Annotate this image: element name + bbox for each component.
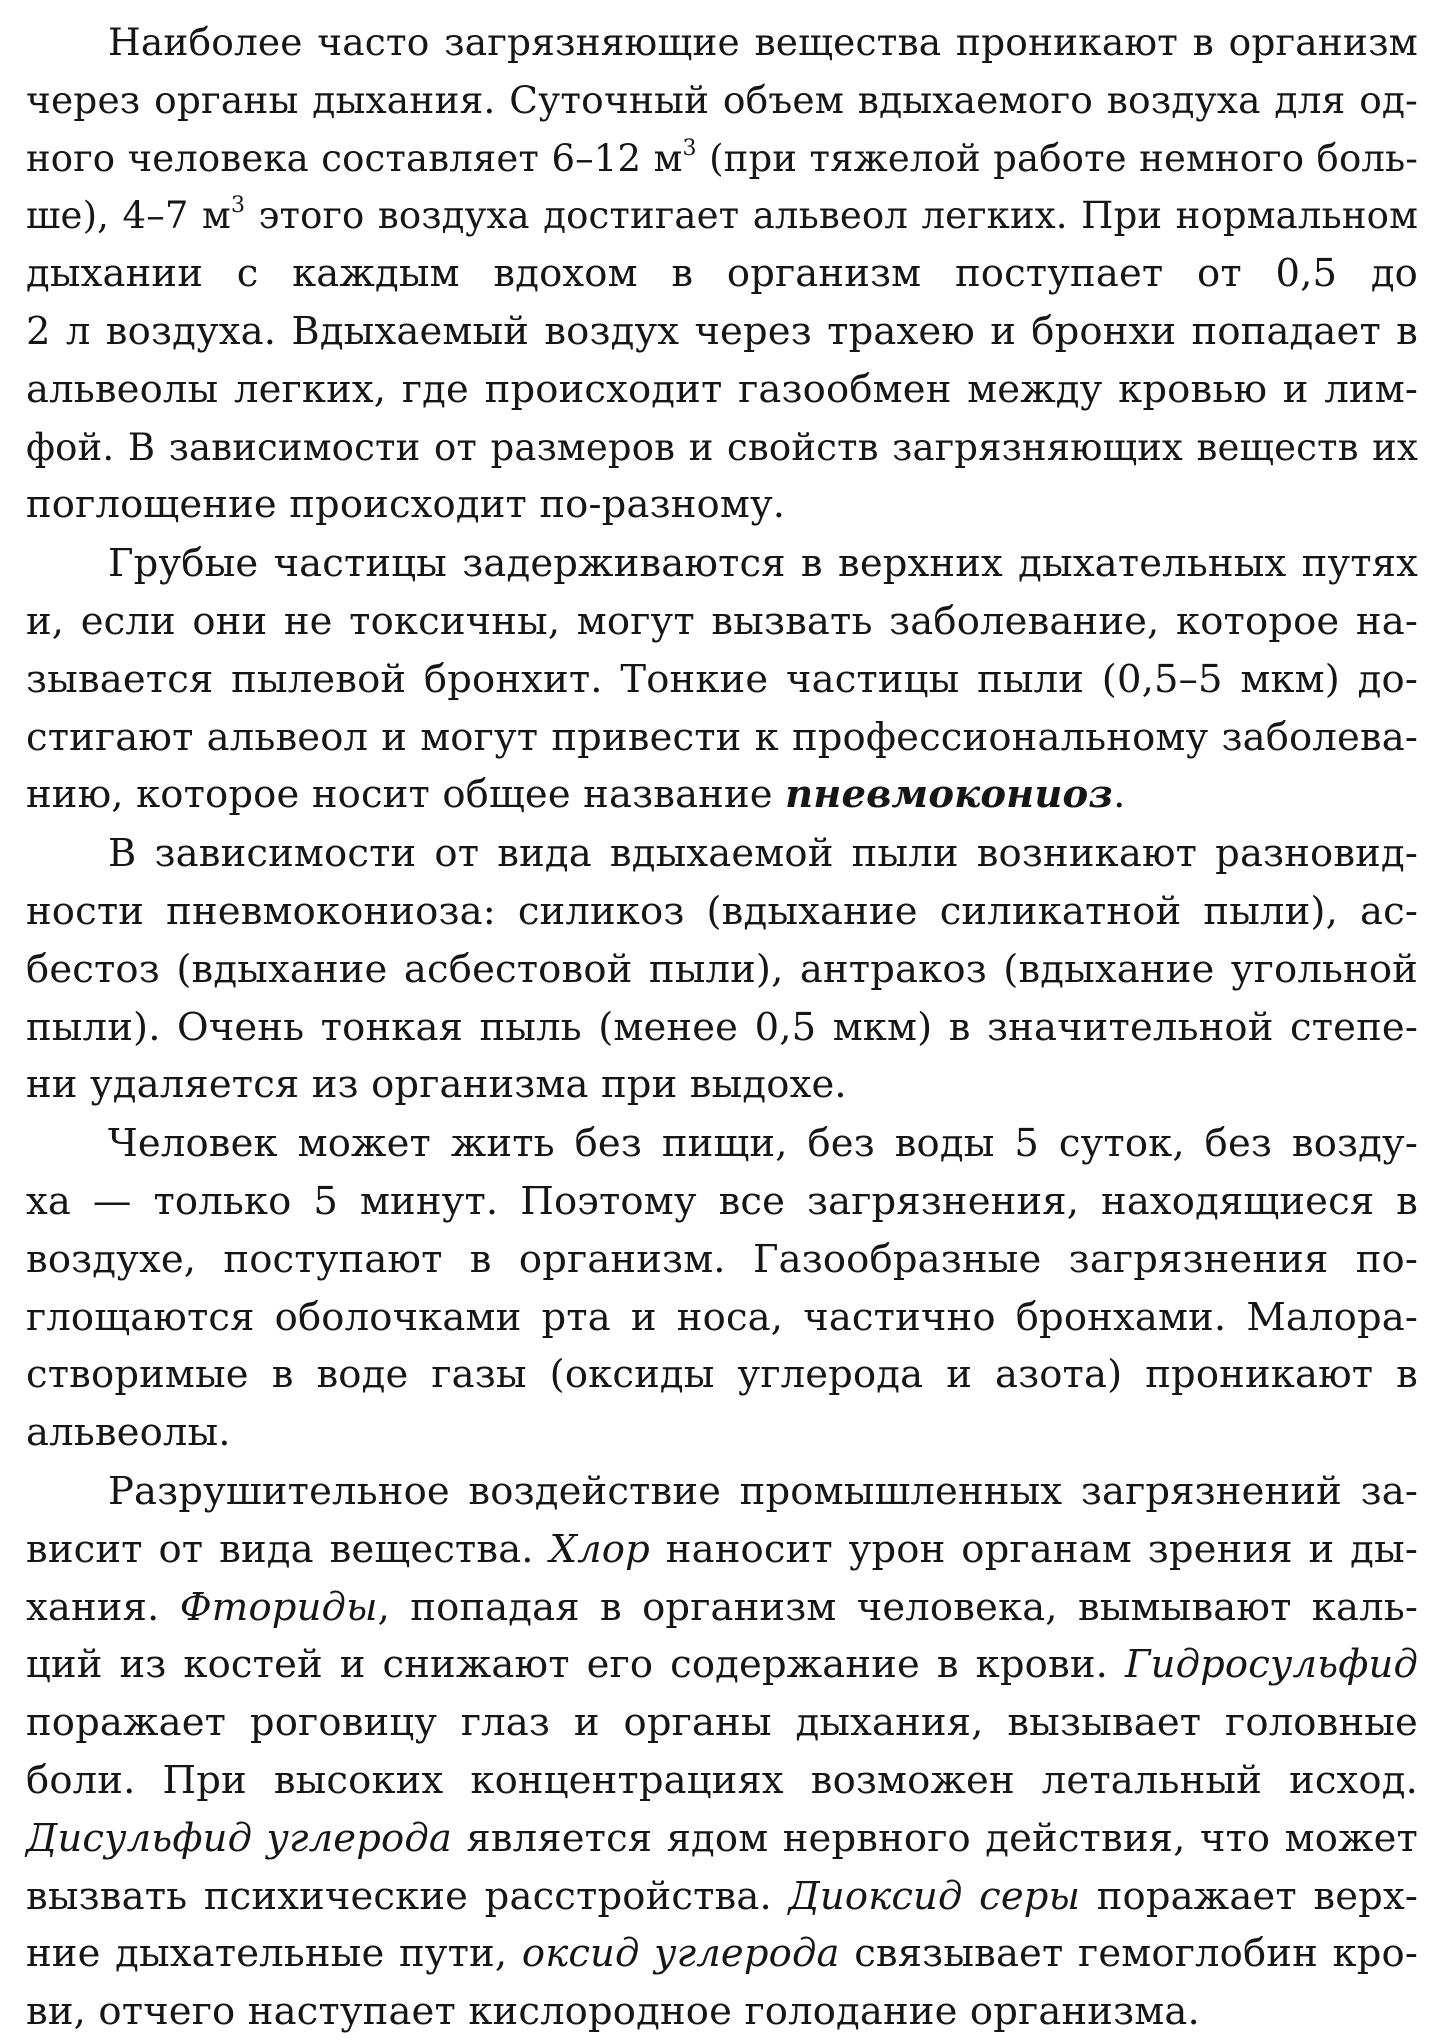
text-run: зывается пылевой бронхит. Тонкие частицы пыли (0,5–5 мкм) до- <box>26 656 1418 702</box>
text-run: поражает роговицу глаз и органы дыхания, вызывает головные <box>26 1700 1418 1746</box>
italic-term: Диоксид серы <box>788 1873 1081 1919</box>
text-run: 2 л воздуха. Вдыхаемый воздух через трахею и бронхи попадает в <box>26 308 1418 354</box>
text-run: дыхании с каждым вдохом в организм поступает от 0,5 до <box>26 251 1418 297</box>
text-run: связывает гемоглобин кро- <box>839 1931 1419 1977</box>
text-line <box>26 72 1418 130</box>
text-run: Человек может жить без пищи, без воды 5 суток, без возду- <box>108 1121 1418 1167</box>
text-line <box>26 361 1418 419</box>
text-run: Грубые частицы задерживаются в верхних дыхательных путях <box>108 541 1418 587</box>
text-run: этого воздуха достигает альвеол легких. При нормальном <box>245 194 1418 238</box>
text-run: ций из костей и снижают его содержание в крови. <box>26 1642 1125 1688</box>
text-run: поражает верх- <box>1080 1873 1418 1919</box>
text-line <box>26 1289 1418 1347</box>
text-run: пыли). Очень тонкая пыль (менее 0,5 мкм) в значительной степе- <box>26 1004 1418 1050</box>
text-run: (при тяжелой работе немного боль- <box>696 136 1418 180</box>
text-line <box>26 419 1418 477</box>
text-run: и, если они не токсичны, могут вызвать заболевание, которое на- <box>26 598 1418 644</box>
text-run: ше), 4–7 м <box>26 194 231 238</box>
paragraph <box>26 825 1418 1114</box>
text-run: , попадая в организм человека, вымывают каль- <box>377 1584 1418 1630</box>
italic-term: Фториды <box>179 1584 378 1630</box>
italic-term: Дисульфид углерода <box>26 1815 452 1861</box>
text-run: ви, отчего наступает кислородное голодание организма. <box>26 1989 1200 2035</box>
text-run: ние дыхательные пути, <box>26 1931 522 1977</box>
text-run: Наиболее часто загрязняющие вещества проникают в организм <box>108 20 1418 64</box>
text-line <box>26 941 1418 999</box>
text-run: глощаются оболочками рта и носа, частично бронхами. Малора- <box>26 1294 1418 1340</box>
text-run: висит от вида вещества. <box>26 1526 550 1572</box>
text-line <box>26 1983 1418 2041</box>
text-line <box>26 1521 1418 1579</box>
text-line <box>26 130 1418 188</box>
text-line <box>26 1752 1418 1810</box>
text-line <box>26 1868 1418 1926</box>
text-line <box>26 535 1418 593</box>
text-line <box>26 245 1418 303</box>
text-run: стигают альвеол и могут привести к профессиональному заболева- <box>26 714 1418 760</box>
emphasized-term: пневмокониоз <box>785 772 1114 818</box>
italic-term: Гидросульфид <box>1124 1642 1418 1688</box>
text-run: поглощение происходит по-разному. <box>26 482 786 528</box>
text-line <box>26 1579 1418 1637</box>
text-run: наносит урон органам зрения и ды- <box>649 1526 1418 1572</box>
text-run: альвеолы. <box>26 1410 231 1456</box>
text-run: бестоз (вдыхание асбестовой пыли), антракоз (вдыхание угольной <box>26 946 1418 992</box>
text-line <box>26 1231 1418 1289</box>
text-line <box>26 303 1418 361</box>
paragraph <box>26 535 1418 824</box>
text-line <box>26 1925 1418 1983</box>
italic-term: Хлор <box>549 1526 650 1572</box>
text-run: является ядом нервного действия, что может <box>452 1815 1418 1861</box>
italic-term: оксид углерода <box>521 1931 840 1977</box>
text-run: ха — только 5 минут. Поэтому все загрязнения, находящиеся в <box>26 1178 1418 1224</box>
text-line <box>26 999 1418 1057</box>
text-run: нию, которое носит общее название <box>26 772 786 818</box>
text-line <box>26 1810 1418 1868</box>
text-line <box>26 1463 1418 1521</box>
text-run: ни удаляется из организма при выдохе. <box>26 1062 847 1108</box>
paragraph <box>26 1463 1418 2041</box>
superscript: 3 <box>230 193 246 219</box>
text-line <box>26 187 1418 245</box>
text-run: вызвать психические расстройства. <box>26 1873 789 1919</box>
text-line <box>26 709 1418 767</box>
document-page <box>26 14 1418 2041</box>
text-run: В зависимости от вида вдыхаемой пыли возникают разновид- <box>108 831 1418 877</box>
text-run: воздухе, поступают в организм. Газообразные загрязнения по- <box>26 1236 1418 1282</box>
text-line <box>26 1346 1418 1404</box>
text-line <box>26 14 1418 72</box>
paragraph <box>26 14 1418 534</box>
text-line <box>26 1404 1418 1462</box>
text-run: Разрушительное воздействие промышленных загрязнений за- <box>108 1468 1418 1514</box>
text-line <box>26 825 1418 883</box>
text-line <box>26 766 1418 824</box>
text-run: через органы дыхания. Суточный объем вдыхаемого воздуха для од- <box>26 77 1418 122</box>
text-run: ного человека составляет 6–12 м <box>26 136 683 180</box>
text-run: альвеолы легких, где происходит газообмен между кровью и лим- <box>26 366 1418 412</box>
text-line <box>26 883 1418 941</box>
text-line <box>26 1115 1418 1173</box>
text-line <box>26 593 1418 651</box>
text-run: ности пневмокониоза: силикоз (вдыхание силикатной пыли), ас- <box>26 888 1418 934</box>
text-line <box>26 1173 1418 1231</box>
text-line <box>26 1056 1418 1114</box>
text-line <box>26 1694 1418 1752</box>
superscript: 3 <box>682 135 697 161</box>
text-run: фой. В зависимости от размеров и свойств загрязняющих веществ их <box>26 425 1418 469</box>
text-run: хания. <box>26 1584 180 1630</box>
text-line <box>26 651 1418 709</box>
paragraph <box>26 1115 1418 1462</box>
text-run: боли. При высоких концентрациях возможен летальный исход. <box>26 1757 1418 1803</box>
text-line <box>26 476 1418 534</box>
text-run: . <box>1113 772 1126 818</box>
text-line <box>26 1636 1418 1694</box>
text-run: створимые в воде газы (оксиды углерода и азота) проникают в <box>26 1352 1418 1398</box>
